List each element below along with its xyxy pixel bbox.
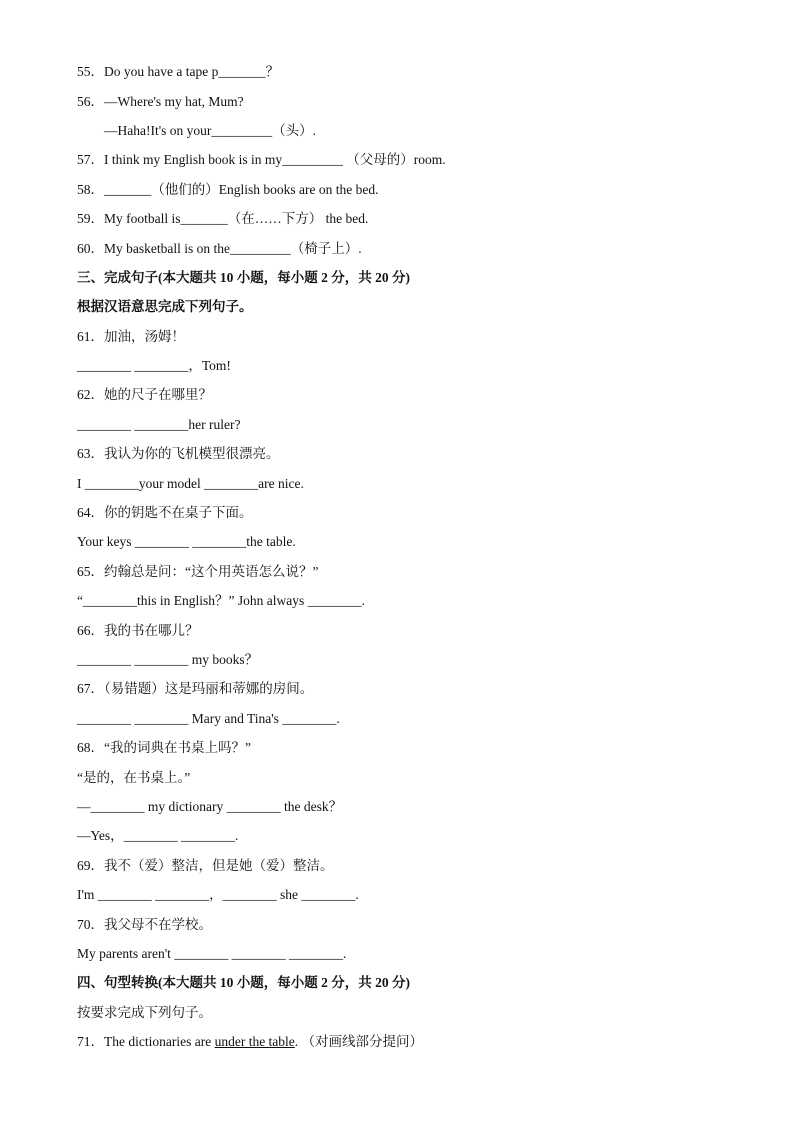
question-59: 59．My football is_______（在……下方） the bed.: [77, 211, 369, 226]
question-62: 62．她的尺子在哪里？: [77, 387, 212, 402]
answer-63: I ________your model ________are nice.: [77, 476, 304, 491]
question-67: 67．（易错题）这是玛丽和蒂娜的房间。: [77, 681, 314, 696]
question-71: [77, 1033, 760, 1051]
question-69: 69．我不（爱）整洁，但是她（爱）整洁。: [77, 858, 334, 873]
question-63: 63．我认为你的飞机模型很漂亮。: [77, 446, 280, 461]
answer-68-question: —________ my dictionary ________ the desk？: [77, 799, 343, 814]
answer-69: I'm ________ ________，________ she ________.: [77, 887, 359, 902]
answer-67: ________ ________ Mary and Tina's ________.: [77, 711, 340, 726]
question-65: 65．约翰总是问：“这个用英语怎么说？”: [77, 564, 319, 579]
answer-61: ________ ________，Tom!: [77, 358, 231, 373]
question-57: 57．I think my English book is in my_________ （父母的）room.: [77, 152, 446, 167]
question-58: 58．_______（他们的）English books are on the bed.: [77, 182, 379, 197]
section-3-heading: 三、完成句子(本大题共 10 小题，每小题 2 分，共 20 分): [77, 270, 410, 285]
question-56: 56．—Where's my hat, Mum?: [77, 94, 244, 109]
answer-70: My parents aren't ________ ________ ________.: [77, 946, 347, 961]
answer-62: ________ ________her ruler?: [77, 417, 241, 432]
section-4-instruction: 按要求完成下列句子。: [77, 1005, 212, 1020]
question-68: 68．“我的词典在书桌上吗？”: [77, 740, 251, 755]
answer-66: ________ ________ my books？: [77, 652, 259, 667]
question-60: 60．My basketball is on the_________（椅子上）.: [77, 241, 362, 256]
answer-65: “________this in English？” John always ________.: [77, 593, 365, 608]
answer-64: Your keys ________ ________the table.: [77, 534, 296, 549]
question-55: 55．Do you have a tape p_______？: [77, 64, 280, 79]
answer-68-reply: —Yes，________ ________.: [77, 828, 239, 843]
question-66: 66．我的书在哪儿？: [77, 623, 199, 638]
question-71-prefix: 71．The dictionaries are: [77, 1034, 215, 1049]
question-61: 61．加油，汤姆！: [77, 329, 185, 344]
question-71-suffix: . （对画线部分提问）: [294, 1034, 424, 1049]
question-68-reply: “是的，在书桌上。”: [77, 770, 191, 785]
question-64: 64．你的钥匙不在桌子下面。: [77, 505, 253, 520]
question-71-underlined-phrase: under the table: [214, 1034, 295, 1049]
question-70: 70．我父母不在学校。: [77, 917, 212, 932]
section-4-heading: 四、句型转换(本大题共 10 小题，每小题 2 分，共 20 分): [77, 975, 410, 990]
question-56-reply: —Haha!It's on your_________（头）.: [104, 123, 317, 138]
section-3-instruction: 根据汉语意思完成下列句子。: [77, 299, 253, 314]
